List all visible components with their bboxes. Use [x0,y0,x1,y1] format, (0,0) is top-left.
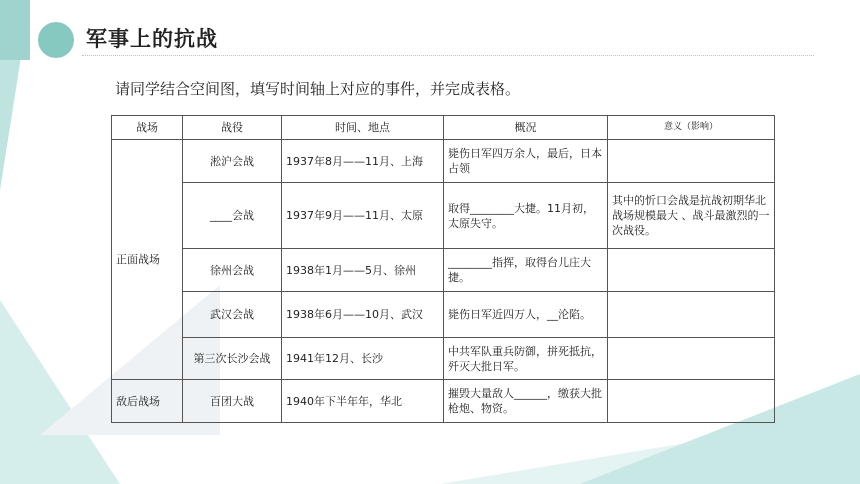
summary-cell: ________指挥，取得台儿庄大捷。 [444,249,608,292]
battle-cell: ____会战 [183,183,282,249]
table-row [112,338,775,380]
table-header-row [112,116,775,140]
battle-cell: 徐州会战 [183,249,282,292]
time-place-cell: 1938年6月——10月、武汉 [282,292,444,338]
table-row [112,380,775,423]
header-significance: 意义（影响） [608,116,775,140]
header-time-place: 时间、地点 [282,116,444,140]
table-row [112,292,775,338]
battle-cell: 武汉会战 [183,292,282,338]
significance-cell [608,292,775,338]
summary-cell: 摧毁大量敌人______，缴获大批枪炮、物资。 [444,380,608,423]
battle-cell: 第三次长沙会战 [183,338,282,380]
summary-cell: 毙伤日军近四万人，__沦陷。 [444,292,608,338]
significance-cell: 其中的忻口会战是抗战初期华北战场规模最大 、战斗最激烈的一次战役。 [608,183,775,249]
instruction-text: 请同学结合空间图，填写时间轴上对应的事件，并完成表格。 [115,80,521,98]
header-summary: 概况 [444,116,608,140]
title-bullet-circle [38,22,74,58]
significance-cell [608,249,775,292]
battle-cell: 淞沪会战 [183,140,282,183]
decorative-teal-strip [0,0,30,60]
table-row [112,249,775,292]
header-battle: 战役 [183,116,282,140]
time-place-cell: 1937年8月——11月、上海 [282,140,444,183]
summary-cell: 毙伤日军四万余人，最后，日本占领 [444,140,608,183]
page-title: 军事上的抗战 [86,27,218,51]
significance-cell [608,338,775,380]
group-behind-lines: 敌后战场 [112,380,183,423]
header-battlefield: 战场 [112,116,183,140]
table-row [112,140,775,183]
time-place-cell: 1941年12月、长沙 [282,338,444,380]
title-divider [82,55,814,56]
time-place-cell: 1938年1月——5月、徐州 [282,249,444,292]
group-frontline: 正面战场 [112,140,183,380]
significance-cell [608,380,775,423]
battle-table [111,115,775,423]
time-place-cell: 1940年下半年年，华北 [282,380,444,423]
summary-cell: 中共军队重兵防御，拼死抵抗，歼灭大批日军。 [444,338,608,380]
battle-cell: 百团大战 [183,380,282,423]
time-place-cell: 1937年9月——11月、太原 [282,183,444,249]
significance-cell [608,140,775,183]
summary-cell: 取得________大捷。11月初，太原失守。 [444,183,608,249]
table-row [112,183,775,249]
